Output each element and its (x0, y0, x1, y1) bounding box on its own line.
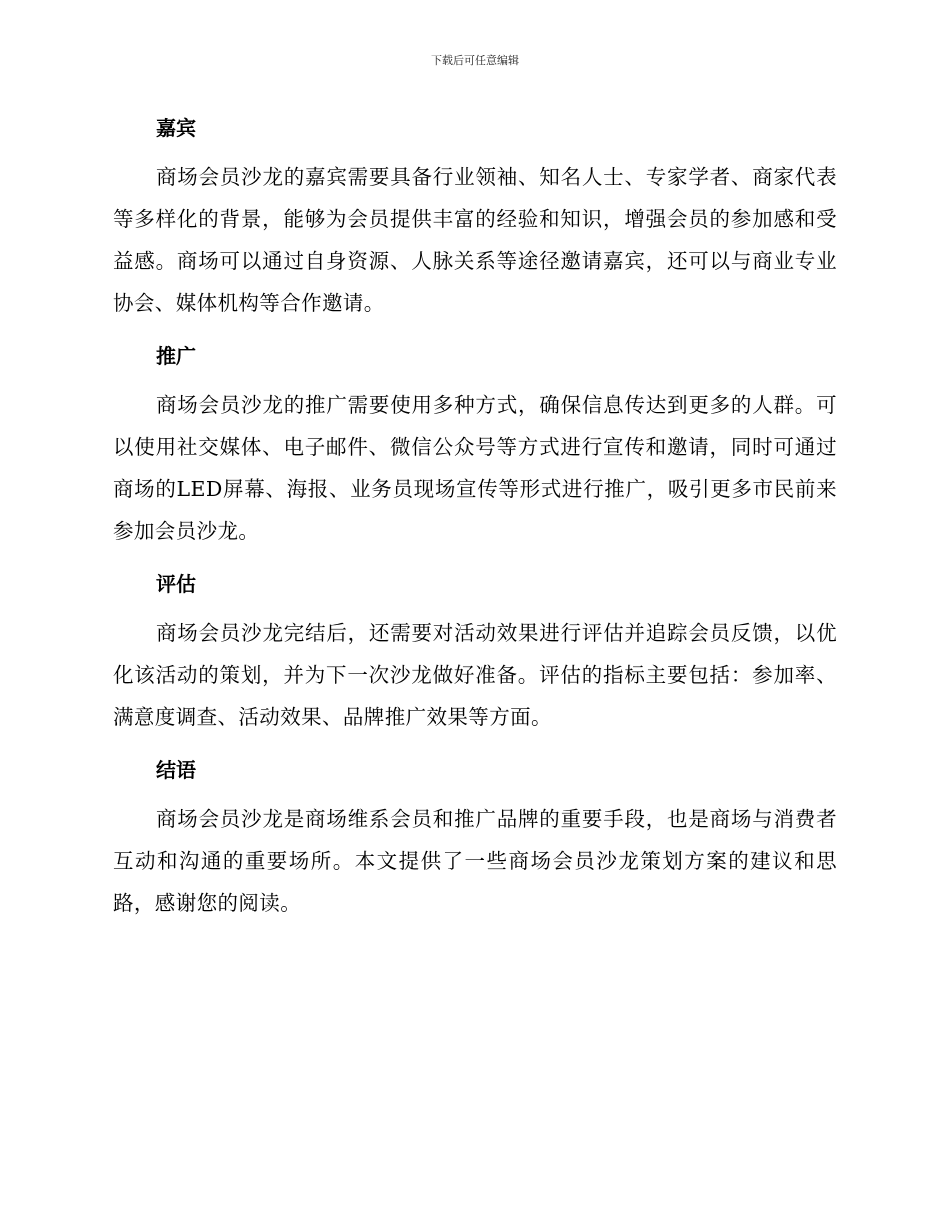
section-heading: 评估 (156, 572, 196, 596)
section-heading: 推广 (156, 344, 196, 368)
section-paragraph: 商场会员沙龙的推广需要使用多种方式，确保信息传达到更多的人群。可以使用社交媒体、电子邮件、微信公众号等方式进行宣传和邀请，同时可通过商场的LED屏幕、海报、业务员现场宣传等形式进行推广，吸引更多市民前来参加会员沙龙。 (113, 393, 837, 543)
section-guests (113, 110, 837, 324)
document-content (113, 110, 837, 924)
section-paragraph: 商场会员沙龙是商场维系会员和推广品牌的重要手段，也是商场与消费者互动和沟通的重要场所。本文提供了一些商场会员沙龙策划方案的建议和思路，感谢您的阅读。 (113, 807, 837, 915)
section-paragraph: 商场会员沙龙完结后，还需要对活动效果进行评估并追踪会员反馈，以优化该活动的策划，并为下一次沙龙做好准备。评估的指标主要包括：参加率、满意度调查、活动效果、品牌推广效果等方面。 (113, 621, 837, 729)
page-header-note: 下载后可任意编辑 (431, 54, 519, 67)
section-heading: 嘉宾 (156, 116, 196, 140)
section-promotion (113, 338, 837, 552)
section-conclusion (113, 752, 837, 924)
section-paragraph: 商场会员沙龙的嘉宾需要具备行业领袖、知名人士、专家学者、商家代表等多样化的背景，能够为会员提供丰富的经验和知识，增强会员的参加感和受益感。商场可以通过自身资源、人脉关系等途径邀请嘉宾，还可以与商业专业协会、媒体机构等合作邀请。 (113, 165, 837, 315)
section-evaluation (113, 566, 837, 738)
section-heading: 结语 (156, 758, 196, 782)
